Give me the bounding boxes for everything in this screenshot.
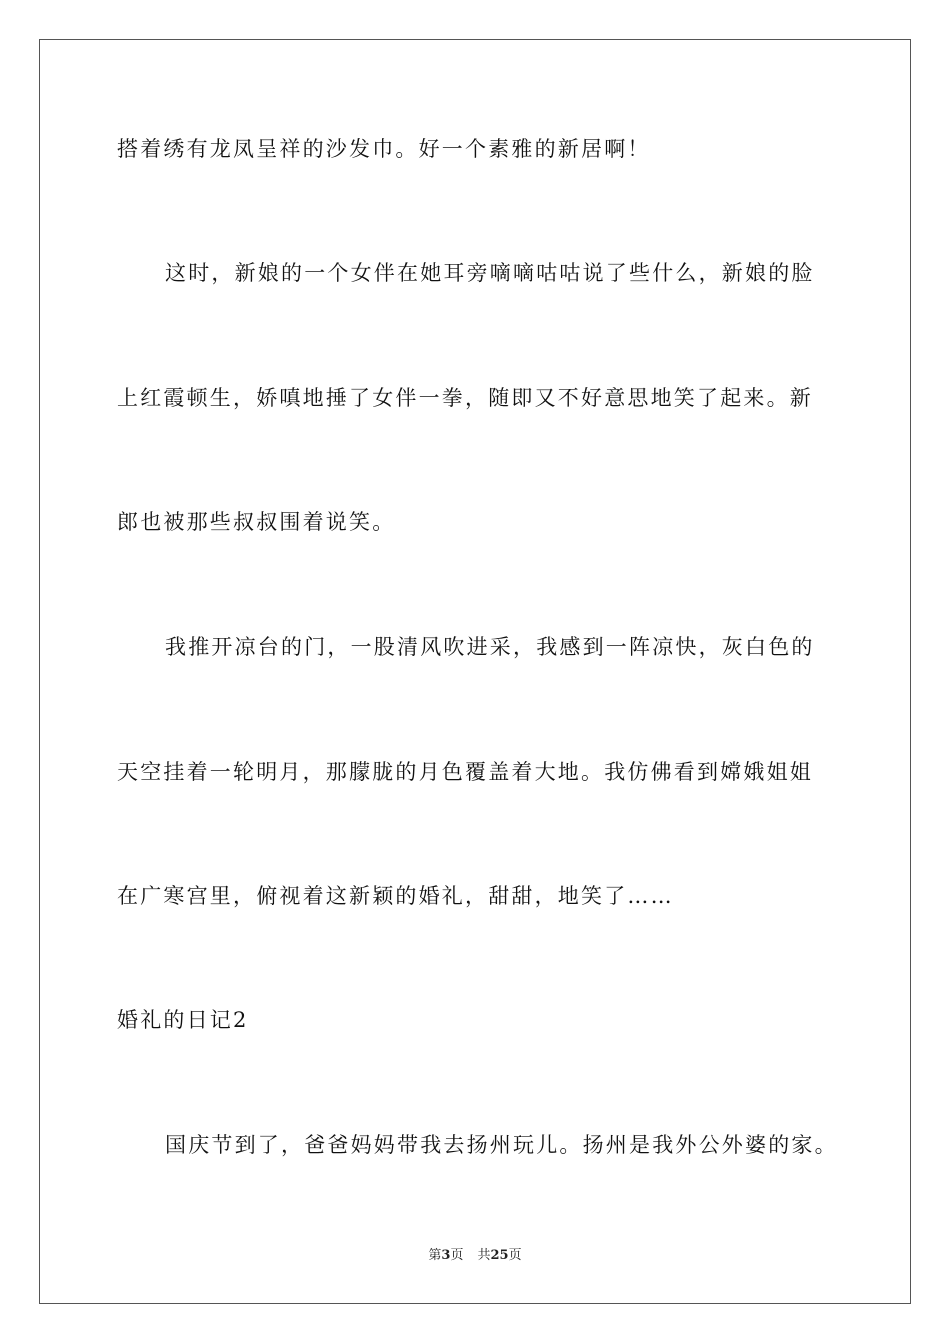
footer-total-prefix: 共 [477,1248,491,1263]
footer-total-pages: 25 [490,1248,509,1263]
text-line-2: 这时，新娘的一个女伴在她耳旁嘀嘀咕咕说了些什么，新娘的脸 [165,261,815,285]
footer-page-suffix: 页 [450,1248,464,1263]
page-border [39,39,911,1304]
text-line-5: 我推开凉台的门，一股清风吹进采，我感到一阵凉快，灰白色的 [165,635,815,659]
text-line-6: 天空挂着一轮明月，那朦胧的月色覆盖着大地。我仿佛看到嫦娥姐姐 [117,760,813,784]
text-line-3: 上红霞顿生，娇嗔地捶了女伴一拳，随即又不好意思地笑了起来。新 [117,386,813,410]
footer-total-suffix: 页 [508,1248,522,1263]
footer-page-number: 3 [441,1248,451,1263]
text-line-8: 国庆节到了，爸爸妈妈带我去扬州玩儿。扬州是我外公外婆的家。 [165,1133,838,1157]
section-title: 婚礼的日记2 [117,1008,249,1032]
page-footer [0,1246,950,1266]
footer-page-prefix: 第 [428,1248,442,1263]
text-line-4: 郎也被那些叔叔围着说笑。 [117,510,396,534]
text-line-1: 搭着绣有龙凤呈祥的沙发巾。好一个素雅的新居啊！ [117,137,651,161]
text-line-7: 在广寒宫里，俯视着这新颖的婚礼，甜甜，地笑了…… [117,884,674,908]
